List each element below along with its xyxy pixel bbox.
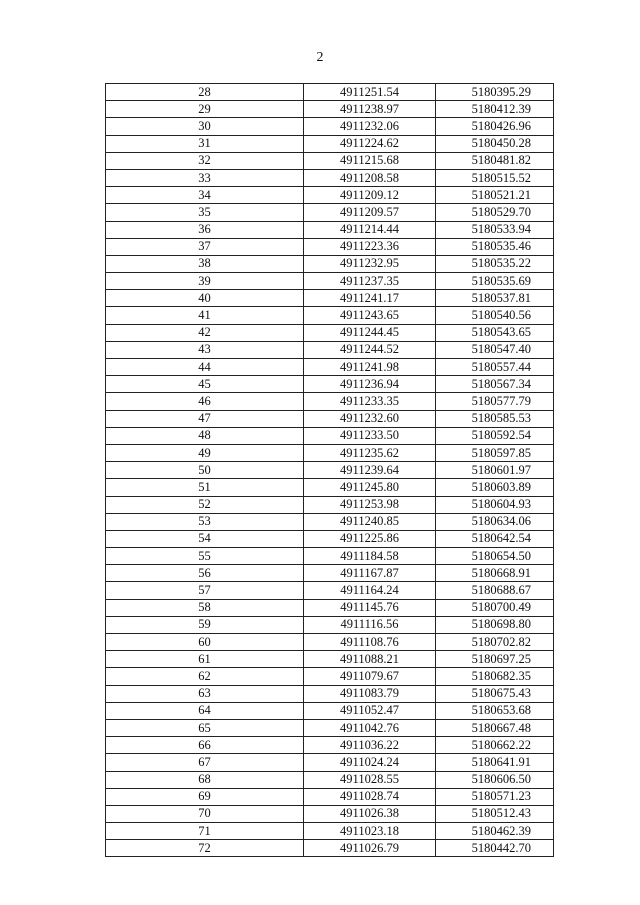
x-coordinate-cell: 4911243.65	[304, 307, 436, 324]
table-row	[106, 427, 554, 444]
y-coordinate-cell: 5180540.56	[436, 307, 554, 324]
y-coordinate-cell: 5180642.54	[436, 530, 554, 547]
y-coordinate-cell: 5180675.43	[436, 685, 554, 702]
x-coordinate-cell: 4911088.21	[304, 651, 436, 668]
y-coordinate-cell: 5180601.97	[436, 462, 554, 479]
point-number-cell: 42	[106, 324, 304, 341]
table-row	[106, 651, 554, 668]
x-coordinate-cell: 4911232.95	[304, 255, 436, 272]
point-number-cell: 67	[106, 754, 304, 771]
x-coordinate-cell: 4911235.62	[304, 444, 436, 461]
point-number-cell: 58	[106, 599, 304, 616]
point-number-cell: 36	[106, 221, 304, 238]
table-row	[106, 634, 554, 651]
point-number-cell: 35	[106, 204, 304, 221]
table-row	[106, 290, 554, 307]
point-number-cell: 51	[106, 479, 304, 496]
y-coordinate-cell: 5180667.48	[436, 719, 554, 736]
y-coordinate-cell: 5180533.94	[436, 221, 554, 238]
y-coordinate-cell: 5180662.22	[436, 737, 554, 754]
y-coordinate-cell: 5180567.34	[436, 376, 554, 393]
table-row	[106, 462, 554, 479]
x-coordinate-cell: 4911233.50	[304, 427, 436, 444]
y-coordinate-cell: 5180634.06	[436, 513, 554, 530]
table-row	[106, 444, 554, 461]
x-coordinate-cell: 4911024.24	[304, 754, 436, 771]
x-coordinate-cell: 4911026.79	[304, 840, 436, 857]
x-coordinate-cell: 4911237.35	[304, 273, 436, 290]
table-row	[106, 393, 554, 410]
y-coordinate-cell: 5180412.39	[436, 101, 554, 118]
point-number-cell: 37	[106, 238, 304, 255]
x-coordinate-cell: 4911023.18	[304, 823, 436, 840]
y-coordinate-cell: 5180585.53	[436, 410, 554, 427]
point-number-cell: 61	[106, 651, 304, 668]
coordinates-table	[105, 83, 554, 857]
y-coordinate-cell: 5180654.50	[436, 548, 554, 565]
x-coordinate-cell: 4911244.52	[304, 341, 436, 358]
y-coordinate-cell: 5180641.91	[436, 754, 554, 771]
x-coordinate-cell: 4911164.24	[304, 582, 436, 599]
table-row	[106, 616, 554, 633]
table-row	[106, 548, 554, 565]
table-row	[106, 719, 554, 736]
table-row	[106, 187, 554, 204]
table-row	[106, 788, 554, 805]
point-number-cell: 44	[106, 359, 304, 376]
table-row	[106, 530, 554, 547]
y-coordinate-cell: 5180462.39	[436, 823, 554, 840]
x-coordinate-cell: 4911083.79	[304, 685, 436, 702]
x-coordinate-cell: 4911079.67	[304, 668, 436, 685]
y-coordinate-cell: 5180426.96	[436, 118, 554, 135]
point-number-cell: 66	[106, 737, 304, 754]
y-coordinate-cell: 5180577.79	[436, 393, 554, 410]
table-row	[106, 376, 554, 393]
table-row	[106, 702, 554, 719]
x-coordinate-cell: 4911245.80	[304, 479, 436, 496]
x-coordinate-cell: 4911238.97	[304, 101, 436, 118]
point-number-cell: 63	[106, 685, 304, 702]
y-coordinate-cell: 5180606.50	[436, 771, 554, 788]
page-number: 2	[316, 50, 324, 65]
point-number-cell: 30	[106, 118, 304, 135]
table-row	[106, 101, 554, 118]
table-row	[106, 359, 554, 376]
x-coordinate-cell: 4911241.98	[304, 359, 436, 376]
point-number-cell: 34	[106, 187, 304, 204]
y-coordinate-cell: 5180700.49	[436, 599, 554, 616]
x-coordinate-cell: 4911026.38	[304, 805, 436, 822]
x-coordinate-cell: 4911036.22	[304, 737, 436, 754]
x-coordinate-cell: 4911145.76	[304, 599, 436, 616]
y-coordinate-cell: 5180512.43	[436, 805, 554, 822]
point-number-cell: 56	[106, 565, 304, 582]
point-number-cell: 45	[106, 376, 304, 393]
table-row	[106, 341, 554, 358]
point-number-cell: 62	[106, 668, 304, 685]
y-coordinate-cell: 5180668.91	[436, 565, 554, 582]
y-coordinate-cell: 5180395.29	[436, 84, 554, 101]
x-coordinate-cell: 4911028.55	[304, 771, 436, 788]
y-coordinate-cell: 5180702.82	[436, 634, 554, 651]
point-number-cell: 40	[106, 290, 304, 307]
y-coordinate-cell: 5180515.52	[436, 169, 554, 186]
x-coordinate-cell: 4911232.60	[304, 410, 436, 427]
x-coordinate-cell: 4911251.54	[304, 84, 436, 101]
x-coordinate-cell: 4911042.76	[304, 719, 436, 736]
y-coordinate-cell: 5180442.70	[436, 840, 554, 857]
table-row	[106, 565, 554, 582]
y-coordinate-cell: 5180543.65	[436, 324, 554, 341]
table-row	[106, 754, 554, 771]
point-number-cell: 46	[106, 393, 304, 410]
point-number-cell: 60	[106, 634, 304, 651]
y-coordinate-cell: 5180537.81	[436, 290, 554, 307]
point-number-cell: 69	[106, 788, 304, 805]
point-number-cell: 47	[106, 410, 304, 427]
table-row	[106, 805, 554, 822]
point-number-cell: 53	[106, 513, 304, 530]
x-coordinate-cell: 4911209.12	[304, 187, 436, 204]
y-coordinate-cell: 5180535.22	[436, 255, 554, 272]
point-number-cell: 39	[106, 273, 304, 290]
table-row	[106, 324, 554, 341]
y-coordinate-cell: 5180592.54	[436, 427, 554, 444]
table-row	[106, 255, 554, 272]
y-coordinate-cell: 5180697.25	[436, 651, 554, 668]
x-coordinate-cell: 4911223.36	[304, 238, 436, 255]
point-number-cell: 43	[106, 341, 304, 358]
table-row	[106, 496, 554, 513]
x-coordinate-cell: 4911239.64	[304, 462, 436, 479]
point-number-cell: 59	[106, 616, 304, 633]
y-coordinate-cell: 5180653.68	[436, 702, 554, 719]
point-number-cell: 68	[106, 771, 304, 788]
table-row	[106, 410, 554, 427]
x-coordinate-cell: 4911233.35	[304, 393, 436, 410]
point-number-cell: 32	[106, 152, 304, 169]
y-coordinate-cell: 5180450.28	[436, 135, 554, 152]
x-coordinate-cell: 4911108.76	[304, 634, 436, 651]
x-coordinate-cell: 4911214.44	[304, 221, 436, 238]
point-number-cell: 52	[106, 496, 304, 513]
table-row	[106, 685, 554, 702]
table-row	[106, 307, 554, 324]
y-coordinate-cell: 5180571.23	[436, 788, 554, 805]
table-row	[106, 668, 554, 685]
x-coordinate-cell: 4911209.57	[304, 204, 436, 221]
coordinates-table-body	[106, 84, 554, 857]
point-number-cell: 57	[106, 582, 304, 599]
point-number-cell: 64	[106, 702, 304, 719]
x-coordinate-cell: 4911240.85	[304, 513, 436, 530]
x-coordinate-cell: 4911244.45	[304, 324, 436, 341]
y-coordinate-cell: 5180597.85	[436, 444, 554, 461]
point-number-cell: 38	[106, 255, 304, 272]
x-coordinate-cell: 4911224.62	[304, 135, 436, 152]
table-row	[106, 135, 554, 152]
table-row	[106, 771, 554, 788]
table-row	[106, 513, 554, 530]
y-coordinate-cell: 5180529.70	[436, 204, 554, 221]
x-coordinate-cell: 4911253.98	[304, 496, 436, 513]
y-coordinate-cell: 5180535.69	[436, 273, 554, 290]
table-row	[106, 238, 554, 255]
y-coordinate-cell: 5180604.93	[436, 496, 554, 513]
table-row	[106, 204, 554, 221]
x-coordinate-cell: 4911236.94	[304, 376, 436, 393]
x-coordinate-cell: 4911184.58	[304, 548, 436, 565]
table-row	[106, 599, 554, 616]
y-coordinate-cell: 5180557.44	[436, 359, 554, 376]
point-number-cell: 33	[106, 169, 304, 186]
x-coordinate-cell: 4911116.56	[304, 616, 436, 633]
point-number-cell: 49	[106, 444, 304, 461]
point-number-cell: 72	[106, 840, 304, 857]
y-coordinate-cell: 5180688.67	[436, 582, 554, 599]
table-row	[106, 840, 554, 857]
table-row	[106, 152, 554, 169]
point-number-cell: 50	[106, 462, 304, 479]
point-number-cell: 71	[106, 823, 304, 840]
table-row	[106, 118, 554, 135]
x-coordinate-cell: 4911028.74	[304, 788, 436, 805]
x-coordinate-cell: 4911225.86	[304, 530, 436, 547]
point-number-cell: 70	[106, 805, 304, 822]
x-coordinate-cell: 4911208.58	[304, 169, 436, 186]
y-coordinate-cell: 5180698.80	[436, 616, 554, 633]
y-coordinate-cell: 5180682.35	[436, 668, 554, 685]
table-row	[106, 273, 554, 290]
point-number-cell: 65	[106, 719, 304, 736]
table-row	[106, 169, 554, 186]
point-number-cell: 55	[106, 548, 304, 565]
y-coordinate-cell: 5180521.21	[436, 187, 554, 204]
point-number-cell: 41	[106, 307, 304, 324]
point-number-cell: 31	[106, 135, 304, 152]
table-row	[106, 582, 554, 599]
y-coordinate-cell: 5180603.89	[436, 479, 554, 496]
x-coordinate-cell: 4911167.87	[304, 565, 436, 582]
x-coordinate-cell: 4911215.68	[304, 152, 436, 169]
table-row	[106, 479, 554, 496]
y-coordinate-cell: 5180547.40	[436, 341, 554, 358]
table-row	[106, 737, 554, 754]
point-number-cell: 48	[106, 427, 304, 444]
table-row	[106, 221, 554, 238]
point-number-cell: 54	[106, 530, 304, 547]
y-coordinate-cell: 5180481.82	[436, 152, 554, 169]
table-row	[106, 84, 554, 101]
point-number-cell: 28	[106, 84, 304, 101]
x-coordinate-cell: 4911232.06	[304, 118, 436, 135]
point-number-cell: 29	[106, 101, 304, 118]
y-coordinate-cell: 5180535.46	[436, 238, 554, 255]
x-coordinate-cell: 4911052.47	[304, 702, 436, 719]
table-row	[106, 823, 554, 840]
x-coordinate-cell: 4911241.17	[304, 290, 436, 307]
